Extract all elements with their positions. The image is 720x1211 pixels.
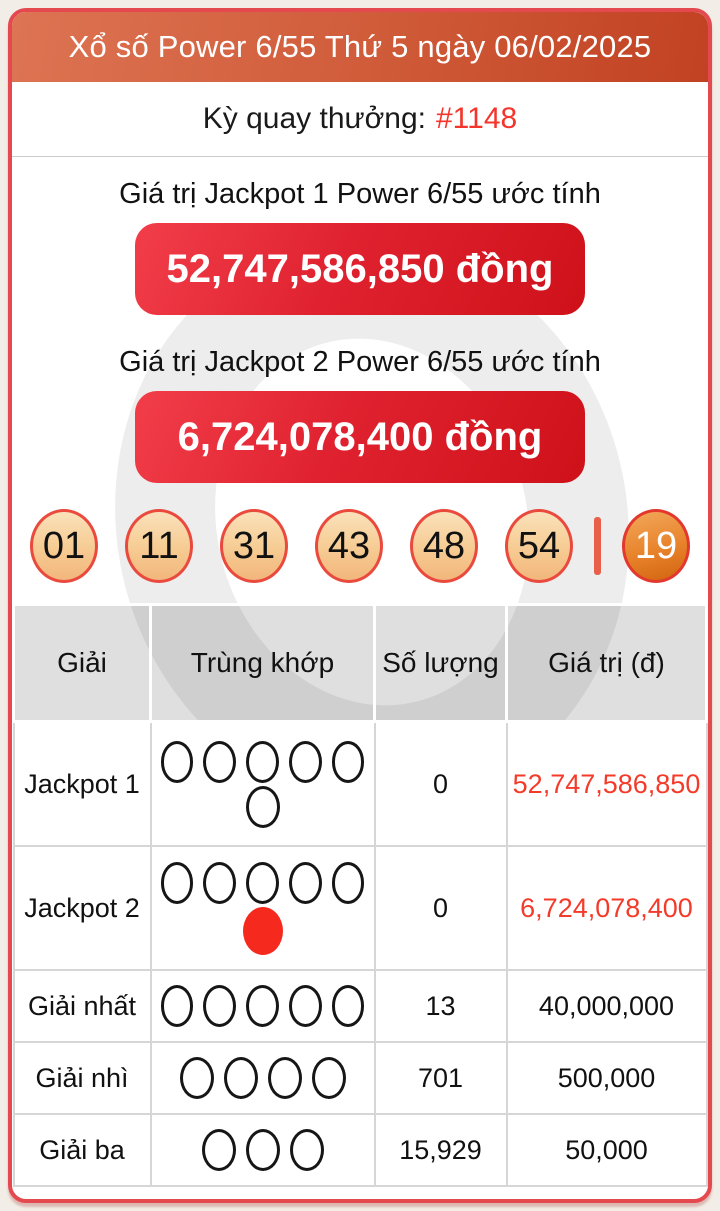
table-row: [14, 1114, 707, 1186]
lottery-ball: 31: [220, 509, 288, 583]
page-title-text: Xổ số Power 6/55 Thứ 5 ngày 06/02/2025: [68, 29, 652, 64]
match-circle-icon: [224, 1057, 258, 1099]
match-circle-icon: [332, 985, 365, 1027]
match-circle-icon: [332, 862, 365, 904]
match-circle-icon: [246, 1129, 280, 1171]
match-circle-icon: [161, 741, 194, 783]
match-circle-icon: [268, 1057, 302, 1099]
match-circle-icon: [312, 1057, 346, 1099]
col-header-count: Số lượng: [375, 605, 507, 722]
winner-count-cell: 15,929: [375, 1114, 507, 1186]
col-header-value: Giá trị (đ): [507, 605, 707, 722]
table-row: [14, 1042, 707, 1114]
match-circle-icon: [246, 786, 280, 828]
match-circle-icon: [332, 741, 365, 783]
match-pattern-cell: [151, 846, 375, 970]
jackpot2-label: Giá trị Jackpot 2 Power 6/55 ước tính: [119, 346, 601, 378]
lottery-ball: 43: [315, 509, 383, 583]
match-circle-icon: [246, 741, 279, 783]
jackpot1-label: Giá trị Jackpot 1 Power 6/55 ước tính: [119, 178, 601, 210]
match-circle-icon: [289, 741, 322, 783]
match-circle-icon: [289, 985, 322, 1027]
match-circle-icon: [161, 862, 194, 904]
lottery-ball: 54: [505, 509, 573, 583]
match-circle-icon: [202, 1129, 236, 1171]
prize-table: [12, 603, 708, 1187]
jackpot1-amount-badge: [135, 223, 585, 315]
power-ball-divider: [594, 517, 601, 575]
table-row: [14, 846, 707, 970]
prize-value-cell: 52,747,586,850: [507, 722, 707, 847]
match-pattern-cell: [151, 1042, 375, 1114]
lottery-ball: 01: [30, 509, 98, 583]
prize-name-cell: Giải ba: [14, 1114, 151, 1186]
match-extra-line: [156, 786, 370, 828]
match-pattern-cell: [151, 1114, 375, 1186]
match-circle-icon: [180, 1057, 214, 1099]
match-circles-line: [156, 741, 370, 783]
prize-table-body: [14, 722, 707, 1187]
prize-value-cell: 500,000: [507, 1042, 707, 1114]
col-header-prize: Giải: [14, 605, 151, 722]
match-circles-line: [156, 1129, 370, 1171]
match-circles-line: [156, 985, 370, 1027]
winner-count-cell: 0: [375, 722, 507, 847]
winning-numbers-row: [12, 509, 708, 583]
table-row: [14, 970, 707, 1042]
match-circle-icon: [246, 862, 279, 904]
match-circle-icon: [246, 985, 279, 1027]
table-row: [14, 722, 707, 847]
jackpot1-amount: 52,747,586,850 đồng: [166, 246, 554, 291]
draw-period-number: #1148: [436, 102, 518, 135]
draw-period-label: Kỳ quay thưởng:: [202, 102, 426, 135]
prize-table-header: [14, 605, 707, 722]
prize-value-cell: 6,724,078,400: [507, 846, 707, 970]
prize-value-cell: 40,000,000: [507, 970, 707, 1042]
prize-value-cell: 50,000: [507, 1114, 707, 1186]
match-circle-icon: [161, 985, 194, 1027]
winner-count-cell: 13: [375, 970, 507, 1042]
prize-name-cell: Giải nhất: [14, 970, 151, 1042]
match-circle-icon: [290, 1129, 324, 1171]
draw-period-row: [12, 82, 708, 157]
jackpot2-amount-badge: [135, 391, 585, 483]
match-circle-icon: [289, 862, 322, 904]
lottery-ball: 11: [125, 509, 193, 583]
power-ball: 19: [622, 509, 690, 583]
winner-count-cell: 0: [375, 846, 507, 970]
match-circles-line: [156, 862, 370, 904]
match-pattern-cell: [151, 970, 375, 1042]
match-circle-icon: [203, 985, 236, 1027]
prize-name-cell: Giải nhì: [14, 1042, 151, 1114]
page-title: [12, 12, 708, 82]
match-pattern-cell: [151, 722, 375, 847]
winner-count-cell: 701: [375, 1042, 507, 1114]
prize-name-cell: Jackpot 2: [14, 846, 151, 970]
jackpot2-amount: 6,724,078,400 đồng: [177, 414, 543, 459]
results-card: [8, 8, 712, 1203]
match-circle-icon: [203, 862, 236, 904]
main-balls: [30, 509, 573, 583]
col-header-match: Trùng khớp: [151, 605, 375, 722]
power-match-circle-icon: [243, 907, 283, 955]
lottery-ball: 48: [410, 509, 478, 583]
match-extra-line: [156, 907, 370, 955]
prize-name-cell: Jackpot 1: [14, 722, 151, 847]
match-circle-icon: [203, 741, 236, 783]
match-circles-line: [156, 1057, 370, 1099]
